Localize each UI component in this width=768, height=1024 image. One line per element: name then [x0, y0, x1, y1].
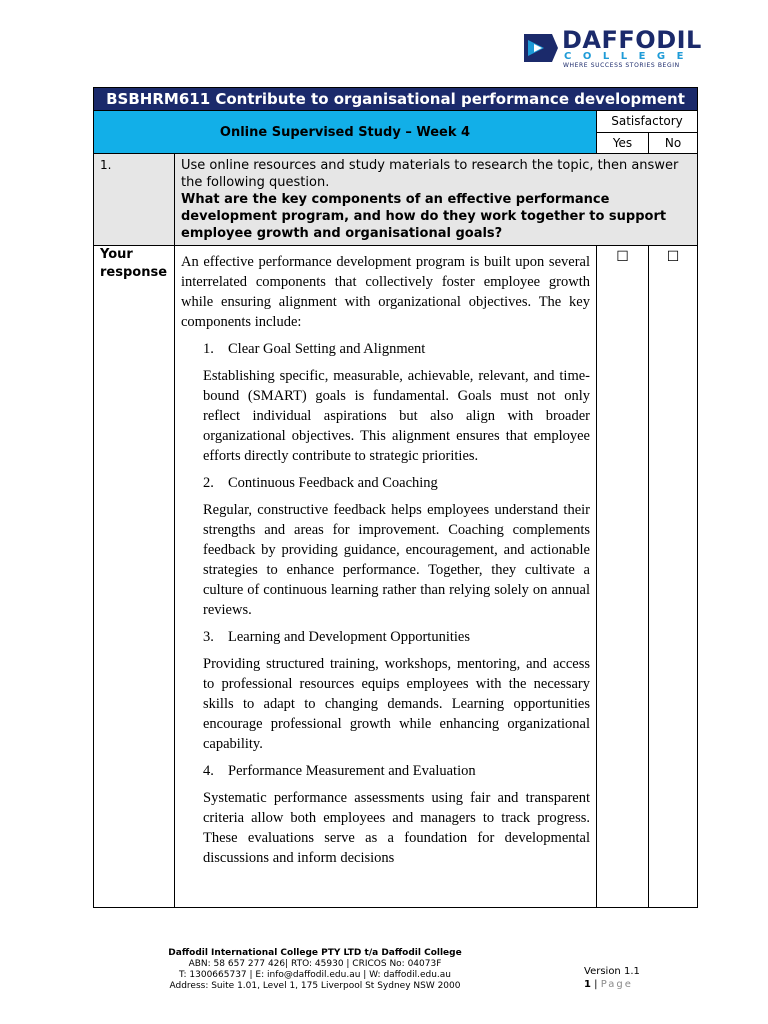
response-label: Your response	[94, 246, 175, 908]
page-word: Page	[600, 979, 633, 990]
logo-sub: COLLEGE	[564, 51, 695, 62]
footer-contact: T: 1300665737 | E: info@daffodil.edu.au | W: daffodil.edu.au	[179, 970, 451, 980]
list-item	[203, 761, 590, 868]
version-label: Version 1.1	[584, 966, 640, 977]
page-separator: |	[594, 979, 598, 990]
version-block	[584, 965, 640, 991]
satisfactory-header: Satisfactory	[597, 111, 698, 133]
daffodil-logo	[522, 26, 702, 70]
no-header: No	[649, 132, 698, 154]
yes-checkbox[interactable]: ☐	[597, 246, 649, 908]
list-item-number: 3.	[203, 629, 214, 645]
logo-name: DAFFODIL	[562, 26, 702, 54]
list-item-text: Systematic performance assessments using fair and transparent criteria allow both employees and managers to track progress. These evaluations serve as a foundation for developmental discussions and inform decisions	[203, 790, 590, 866]
question-cell	[175, 154, 698, 246]
list-item	[203, 473, 590, 620]
list-item	[203, 627, 590, 754]
daffodil-emblem-icon	[522, 30, 558, 66]
unit-title: BSBHRM611 Contribute to organisational performance development	[94, 88, 698, 111]
list-item-heading: Clear Goal Setting and Alignment	[228, 341, 426, 357]
response-intro: An effective performance development program is built upon several interrelated components that collectively foster employee growth while ensuring alignment with organizational objectives. The key components include:	[181, 254, 590, 330]
page-number: 1	[584, 979, 591, 990]
list-item-number: 2.	[203, 475, 214, 491]
list-item-heading: Learning and Development Opportunities	[228, 629, 471, 645]
question-text: What are the key components of an effective performance development program, and how do they work together to support employee growth and organisational goals?	[181, 192, 667, 241]
no-checkbox[interactable]: ☐	[649, 246, 698, 908]
list-item-number: 4.	[203, 763, 214, 779]
logo-tagline: WHERE SUCCESS STORIES BEGIN	[563, 62, 680, 69]
response-body[interactable]	[175, 246, 597, 908]
list-item-text: Providing structured training, workshops, mentoring, and access to professional resources equips employees with the necessary skills to adapt to changing demands. Learning opportunities encourage professional growth while enhancing organizational capability.	[203, 656, 590, 752]
footer-company: Daffodil International College PTY LTD t/a Daffodil College	[168, 948, 462, 958]
footer	[120, 948, 510, 992]
yes-header: Yes	[597, 132, 649, 154]
list-item-heading: Continuous Feedback and Coaching	[228, 475, 438, 491]
week-title: Online Supervised Study – Week 4	[94, 111, 597, 154]
footer-address: Address: Suite 1.01, Level 1, 175 Liverpool St Sydney NSW 2000	[169, 981, 461, 991]
list-item-text: Regular, constructive feedback helps employees understand their strengths and areas for improvement. Coaching complements feedback by providing guidance, encouragement, and actionable strategies to enhance performance. Together, they cultivate a culture of continuous learning rather than relying solely on annual reviews.	[203, 502, 590, 618]
question-instruction: Use online resources and study materials to research the topic, then answer the following question.	[181, 158, 679, 190]
footer-registration: ABN: 58 657 277 426| RTO: 45930 | CRICOS No: 04073F	[188, 959, 442, 969]
list-item	[203, 339, 590, 466]
question-number: 1.	[94, 154, 175, 246]
list-item-number: 1.	[203, 341, 214, 357]
list-item-heading: Performance Measurement and Evaluation	[228, 763, 476, 779]
assessment-table	[93, 87, 698, 908]
list-item-text: Establishing specific, measurable, achievable, relevant, and time-bound (SMART) goals is fundamental. Goals must not only reflect individual aspirations but also align with broader organizational objectives. This alignment ensures that employee efforts directly contribute to strategic priorities.	[203, 368, 590, 464]
page-indicator	[584, 978, 640, 991]
